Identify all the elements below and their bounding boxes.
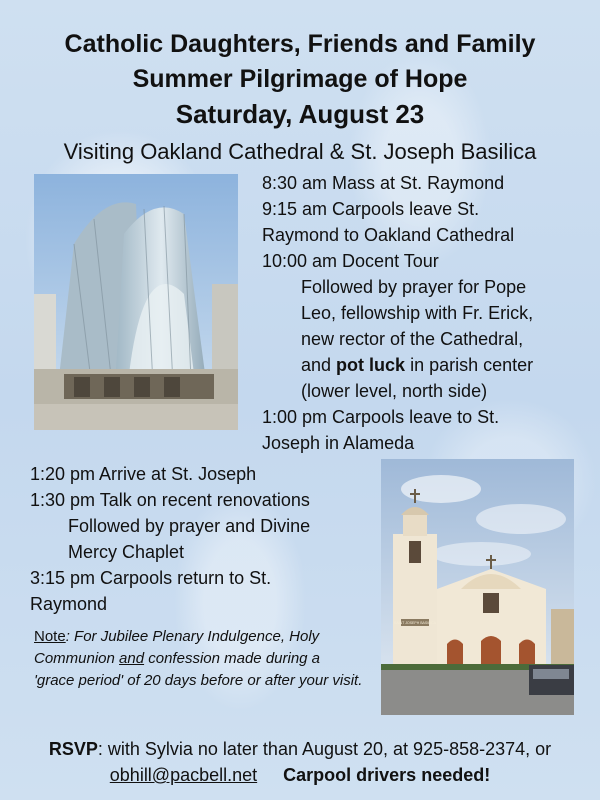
schedule-detail-3: new rector of the Cathedral, [301, 329, 524, 349]
rsvp-line-1 [0, 736, 600, 762]
subtitle: Visiting Oakland Cathedral & St. Joseph Basilica [63, 139, 537, 164]
note-and: and [119, 650, 145, 667]
event-date: Saturday, August 23 [175, 99, 425, 129]
schedule-talk-detail-1: Followed by prayer and Divine [68, 516, 311, 536]
potluck-pre: and [301, 355, 337, 375]
rsvp-text: : with Sylvia no later than August 20, at 925-858-2374, or [97, 739, 552, 759]
note-text-2: confession made during a 'grace period' of 20 days before or after your visit. [34, 650, 363, 689]
schedule-return-b: Raymond [30, 594, 108, 614]
carpool-drivers-needed: Carpool drivers needed! [283, 765, 491, 785]
schedule-mass: 8:30 am Mass at St. Raymond [262, 173, 505, 193]
rsvp-email-link[interactable]: obhill@pacbell.net [109, 765, 258, 785]
rsvp-line-2 [0, 762, 600, 788]
title-line-1: Catholic Daughters, Friends and Family [64, 30, 536, 58]
schedule-docent-tour: 10:00 am Docent Tour [262, 251, 439, 271]
title-line-2: Summer Pilgrimage of Hope [132, 65, 468, 93]
basilica-sign: SAINT JOSEPH BASILICA [394, 621, 436, 625]
note-label: Note [34, 628, 66, 645]
potluck-post: in parish center [405, 355, 534, 375]
rsvp-label: RSVP [48, 739, 98, 759]
schedule-detail-5: (lower level, north side) [301, 381, 488, 401]
note-colon: : [65, 628, 75, 645]
schedule-talk: 1:30 pm Talk on recent renovations [30, 490, 310, 510]
schedule-carpool-1a: 9:15 am Carpools leave St. [262, 199, 480, 219]
schedule-talk-detail-2: Mercy Chaplet [68, 542, 185, 562]
st-joseph-basilica-photo [381, 459, 574, 715]
schedule-detail-1: Followed by prayer for Pope [301, 277, 527, 297]
oakland-cathedral-photo [34, 174, 238, 430]
potluck-bold: pot luck [336, 355, 406, 375]
indulgence-note [34, 626, 364, 692]
schedule-carpool-1b: Raymond to Oakland Cathedral [262, 225, 515, 245]
schedule-carpool-2a: 1:00 pm Carpools leave to St. [262, 407, 500, 427]
note-text-1: For Jubilee Plenary Indulgence, Holy Communion [34, 628, 320, 667]
schedule-return-a: 3:15 pm Carpools return to St. [30, 568, 272, 588]
schedule-arrive: 1:20 pm Arrive at St. Joseph [30, 464, 257, 484]
rsvp-block [0, 736, 600, 788]
schedule-carpool-2b: Joseph in Alameda [262, 433, 415, 453]
schedule-detail-2: Leo, fellowship with Fr. Erick, [301, 303, 534, 323]
schedule-detail-4 [301, 352, 533, 378]
